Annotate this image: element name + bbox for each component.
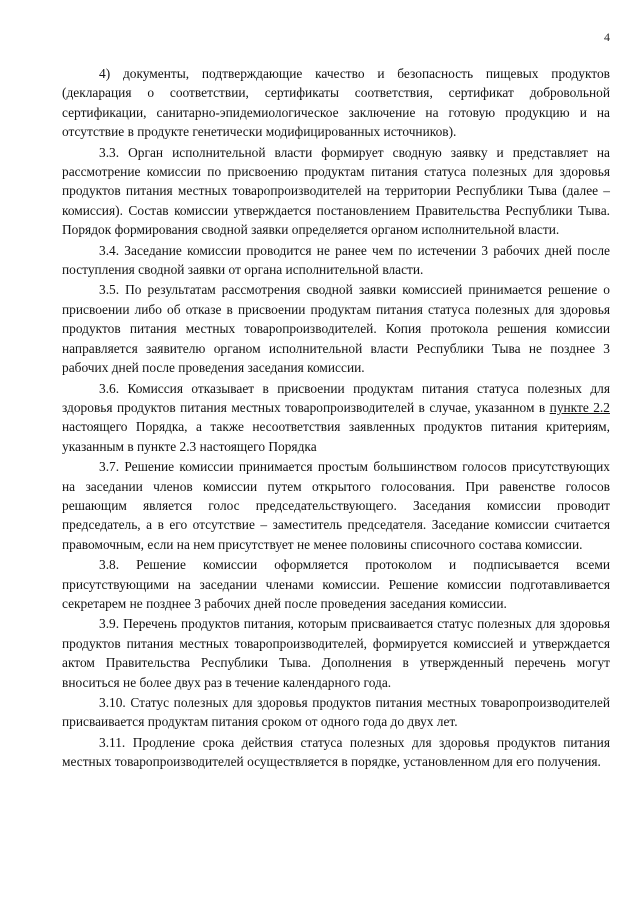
- paragraph-3-11: 3.11. Продление срока действия статуса полезных для здоровья продуктов питания местных товаропроизводителей осуществляется в порядке, установленном для его получения.: [62, 734, 610, 770]
- paragraph-3-6-text-after: настоящего Порядка, а также несоответствия заявленных продуктов питания критериям, указанным в пункте 2.3 настоящего Порядка: [62, 419, 610, 454]
- paragraph-3-3: 3.3. Орган исполнительной власти формирует сводную заявку и представляет на рассмотрение комиссии по присвоению продуктам питания статуса полезных для здоровья продуктов питания местных товаропроизводителей на территории Республики Тыва (далее – комиссия). Состав комиссии утверждается постановлением Правительства Республики Тыва. Порядок формирования сводной заявки определяется органом исполнительной власти.: [62, 144, 610, 238]
- page-number: 4: [604, 30, 610, 44]
- paragraph-item-4: 4) документы, подтверждающие качество и безопасность пищевых продуктов (декларация о соответствии, сертификаты соответствия, сертификат добровольной сертификации, санитарно-эпидемиологическое заключение на готовую продукцию и на отсутствие в продукте генетически модифицированных источников).: [62, 66, 610, 140]
- paragraph-3-7: 3.7. Решение комиссии принимается простым большинством голосов присутствующих на заседании членов комиссии путем открытого голосования. При равенстве голосов решающим является голос председательствующего. Заседания комиссии проводит председатель, а в его отсутствие – заместитель председателя. Заседание комиссии считается правомочным, если на нем присутствует не менее половины списочного состава комиссии.: [62, 459, 610, 552]
- point-2-2-link[interactable]: пункте 2.2: [549, 399, 610, 415]
- paragraph-3-6-text-before: 3.6. Комиссия отказывает в присвоении продуктам питания статуса полезных для здоровья продуктов питания местных товаропроизводителей в случае, указанном в: [62, 380, 610, 415]
- paragraph-3-10: 3.10. Статус полезных для здоровья продуктов питания местных товаропроизводителей присваивается продуктам питания сроком от одного года до двух лет.: [62, 695, 610, 730]
- paragraph-3-6: [62, 379, 610, 457]
- paragraph-3-4: 3.4. Заседание комиссии проводится не ранее чем по истечении 3 рабочих дней после поступления сводной заявки от органа исполнительной власти.: [62, 242, 610, 278]
- paragraph-3-9: 3.9. Перечень продуктов питания, которым присваивается статус полезных для здоровья продуктов питания местных товаропроизводителей, формируется комиссией и утверждается актом Правительства Республики Тыва. Дополнения в утвержденный перечень могут вноситься не более двух раз в течение календарного года.: [62, 616, 610, 690]
- document-body: [62, 64, 610, 773]
- paragraph-3-5: 3.5. По результатам рассмотрения сводной заявки комиссией принимается решение о присвоении либо об отказе в присвоении продуктам питания статуса полезных для здоровья продуктов питания местных товаропроизводителей. Копия протокола решения комиссии направляется заявителю органом исполнительной власти Республики Тыва не позднее 3 рабочих дней после проведения заседания комиссии.: [62, 282, 610, 376]
- paragraph-3-8: 3.8. Решение комиссии оформляется протоколом и подписывается всеми присутствующими на заседании членами комиссии. Решение комиссии подготавливается секретарем не позднее 3 рабочих дней после проведения заседания комиссии.: [62, 557, 610, 611]
